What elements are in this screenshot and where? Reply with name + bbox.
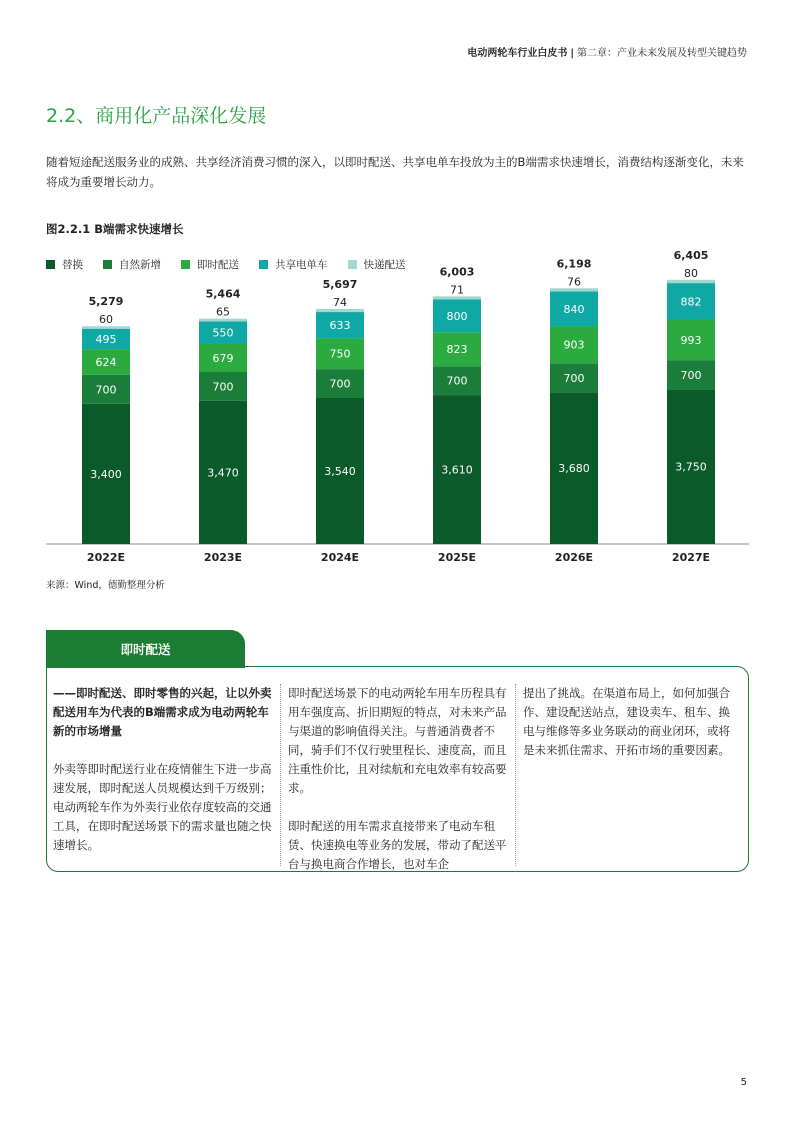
page-number: 5: [740, 1077, 747, 1088]
data-label: 700: [446, 374, 468, 388]
data-label: 700: [680, 368, 702, 382]
data-label: 3,470: [207, 466, 239, 480]
category-label: 2027E: [671, 551, 711, 564]
legend-label: 快递配送: [363, 258, 406, 271]
data-label: 700: [212, 380, 234, 394]
box-paragraph: 外卖等即时配送行业在疫情催生下进一步高速发展，即时配送人员规模达到千万级别；电动两轮车作为外卖行业依存度较高的交通工具，在即时配送场景下的需求量也随之快速增长。: [53, 762, 272, 852]
intro-paragraph: 随着短途配送服务业的成熟、共享经济消费习惯的深入，以即时配送、共享电单车投放为主的B端需求快速增长，消费结构逐渐变化，未来将成为重要增长动力。: [46, 155, 744, 189]
bar-segment: [433, 296, 481, 299]
category-label: 2022E: [86, 551, 126, 564]
data-label: 679: [212, 351, 234, 365]
legend-label: 自然新增: [119, 258, 161, 271]
data-label: 3,680: [558, 462, 590, 476]
bar-segment: [316, 309, 364, 312]
section-title: 2.2、商用化产品深化发展: [46, 105, 267, 127]
total-label: 5,464: [205, 287, 241, 301]
data-label: 700: [95, 383, 117, 397]
box-column-2: [288, 684, 508, 874]
report-title: 电动两轮车行业白皮书: [467, 48, 568, 59]
figure-source: 来源：Wind，德勤整理分析: [46, 580, 165, 591]
data-label: 624: [95, 356, 117, 370]
data-label: 74: [333, 295, 347, 309]
data-label: 76: [567, 275, 581, 289]
box-paragraph: 即时配送场景下的电动两轮车用车历程具有用车强度高、折旧期短的特点，对未来产品与渠道的影响值得关注。与普通消费者不同，骑手们不仅行驶里程长、速度高，而且注重性价比，且对续航和充电效率有较高要求。: [288, 686, 507, 795]
data-label: 882: [680, 295, 702, 309]
box-column-1: [53, 684, 273, 855]
bar-segment: [550, 288, 598, 291]
data-label: 993: [680, 333, 702, 347]
data-label: 60: [99, 313, 113, 327]
column-divider: [280, 684, 281, 866]
chapter-title: 第二章：产业未来发展及转型关键趋势: [577, 48, 747, 59]
legend-label: 即时配送: [197, 258, 239, 271]
category-label: 2023E: [203, 551, 243, 564]
column-divider: [515, 684, 516, 866]
bar-segment: [667, 280, 715, 283]
category-label: 2025E: [437, 551, 477, 564]
data-label: 800: [446, 309, 468, 323]
legend-label: 替换: [62, 258, 83, 271]
box-column-3: [523, 684, 738, 760]
category-label: 2024E: [320, 551, 360, 564]
data-label: 80: [684, 266, 698, 280]
data-label: 3,750: [675, 460, 707, 474]
data-label: 550: [212, 326, 234, 340]
data-label: 903: [563, 338, 585, 352]
total-label: 6,405: [673, 248, 709, 262]
data-label: 633: [329, 319, 351, 333]
data-label: 3,610: [441, 463, 473, 477]
header-separator: |: [570, 48, 574, 59]
bar-segment: [82, 326, 130, 328]
total-label: 5,697: [322, 277, 358, 291]
data-label: 823: [446, 343, 468, 357]
data-label: 700: [329, 377, 351, 391]
total-label: 6,003: [439, 265, 475, 279]
category-label: 2026E: [554, 551, 594, 564]
figure-title: 图2.2.1 B端需求快速增长: [46, 222, 184, 236]
data-label: 840: [563, 302, 585, 316]
data-label: 750: [329, 347, 351, 361]
bar-segment: [199, 319, 247, 322]
data-label: 495: [95, 332, 117, 346]
data-label: 71: [450, 283, 464, 297]
info-box-tab: 即时配送: [46, 630, 245, 668]
total-label: 6,198: [556, 257, 592, 271]
box-lead-text: ——即时配送、即时零售的兴起，让以外卖配送用车为代表的B端需求成为电动两轮车新的市场增量: [53, 686, 272, 738]
data-label: 3,400: [90, 467, 122, 481]
box-paragraph: 即时配送的用车需求直接带来了电动车租赁、快速换电等业务的发展，带动了配送平台与换电商合作增长，也对车企: [288, 819, 507, 871]
data-label: 65: [216, 305, 230, 319]
total-label: 5,279: [88, 295, 124, 309]
box-paragraph: 提出了挑战。在渠道布局上，如何加强合作、建设配送站点，建设卖车、租车、换电与维修等多业务联动的商业闭环，或将是未来抓住需求、开拓市场的重要因素。: [523, 686, 730, 757]
legend-label: 共享电单车: [275, 258, 328, 271]
data-label: 3,540: [324, 464, 356, 478]
data-label: 700: [563, 371, 585, 385]
